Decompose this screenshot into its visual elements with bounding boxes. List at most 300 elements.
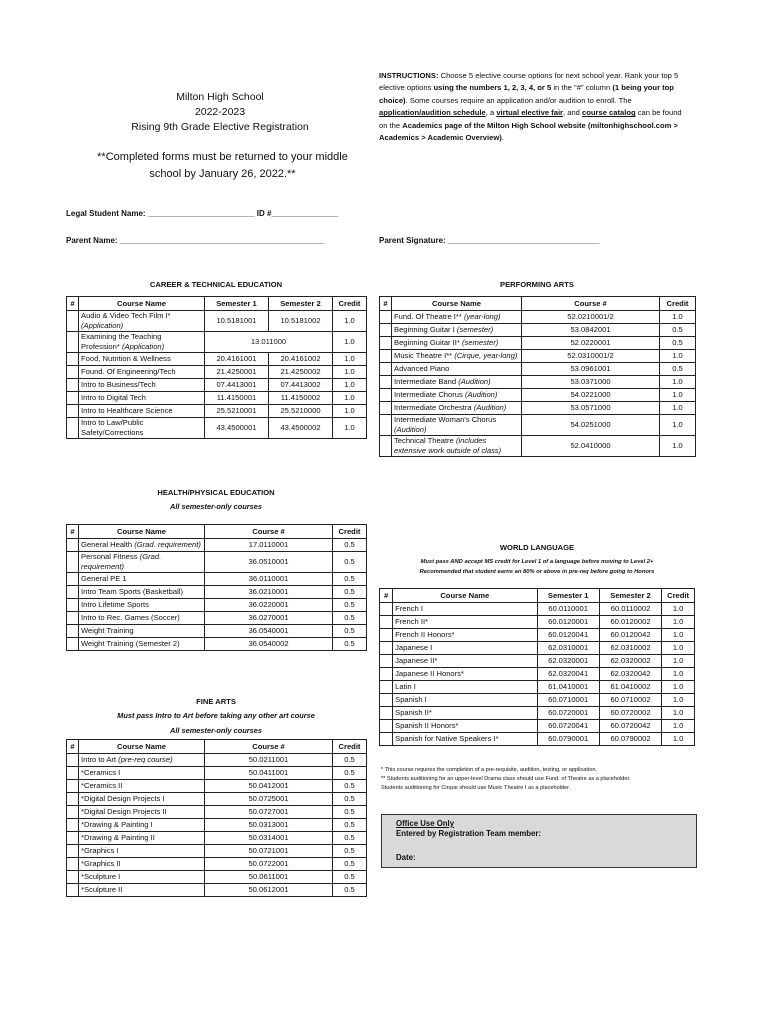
world-language-subtitle-2: Recommended that student earns an 80% or above in pre-req before going to Honors [419,569,655,575]
office-entered-by[interactable]: Entered by Registration Team member: [396,829,541,838]
rank-input[interactable] [380,616,393,629]
course-name: Intro to Rec. Games (Soccer) [79,612,205,625]
office-use-box [381,814,697,868]
course-number: 54.0221000 [522,389,660,402]
col-course-name: Course Name [79,297,205,311]
table-row [67,552,367,573]
rank-input[interactable] [67,539,79,552]
course-name: Fund. Of Theatre I** (year-long) [392,311,522,324]
course-name: Found. Of Engineering/Tech [79,366,205,379]
health-table [66,524,367,651]
table-row [67,353,367,366]
semester-1-number: 60.0120041 [537,629,599,642]
credit-value: 1.0 [660,402,696,415]
office-date[interactable]: Date: [396,853,416,862]
course-name: *Graphics I [79,845,205,858]
table-row [67,819,367,832]
semester-2-number: 07.4413002 [269,379,333,392]
semester-1-number: 62.0320001 [537,655,599,668]
course-number: 52.0310001/2 [522,350,660,363]
credit-value: 1.0 [333,311,367,332]
col-credit: Credit [662,589,695,603]
credit-value: 1.0 [660,389,696,402]
credit-value: 1.0 [660,311,696,324]
course-name: *Graphics II [79,858,205,871]
semester-2-number: 62.0320002 [599,655,661,668]
semester-2-number: 61.0410002 [599,681,661,694]
col-semester-2: Semester 2 [269,297,333,311]
course-name: Japanese I [393,642,537,655]
col-credit: Credit [333,740,367,754]
header [100,90,340,135]
course-number: 52.0210001/2 [522,311,660,324]
course-number: 36.0540002 [205,638,333,651]
school-name: Milton High School [176,91,264,103]
table-row [380,311,696,324]
rank-input[interactable] [67,392,79,405]
col-course-name: Course Name [79,740,205,754]
course-number: 52.0220001 [522,337,660,350]
rank-input[interactable] [380,376,392,389]
table-row [67,332,367,353]
rank-input[interactable] [380,642,393,655]
table-row [380,402,696,415]
course-name: Spanish for Native Speakers I* [393,733,537,746]
semester-2-number: 60.0120042 [599,629,661,642]
course-number: 50.0211001 [205,754,333,767]
credit-value: 0.5 [660,324,696,337]
table-row [67,612,367,625]
credit-value: 1.0 [662,655,695,668]
footnote-2: ** Students auditioning for an upper-level Drama class should use Fund. of Theatre as a placeholder. [381,776,631,782]
school-year: 2022-2023 [194,106,246,118]
table-row [67,858,367,871]
col-course-number: Course # [205,740,333,754]
credit-value: 1.0 [662,694,695,707]
rank-input[interactable] [67,819,79,832]
course-number: 36.0540001 [205,625,333,638]
semester-2-number: 60.0110002 [599,603,661,616]
rank-input[interactable] [67,625,79,638]
credit-value: 0.5 [333,612,367,625]
course-name: French II* [393,616,537,629]
course-number: 53.0371000 [522,376,660,389]
rank-input[interactable] [380,415,392,436]
col-course-number: Course # [522,297,660,311]
student-name-field[interactable]: Legal Student Name: ________________________ ID #_______________ [66,209,339,218]
parent-name-field[interactable]: Parent Name: ______________________________________________ [66,236,325,245]
col-semester-2: Semester 2 [599,589,661,603]
credit-value: 0.5 [333,845,367,858]
semester-1-number: 60.0710001 [537,694,599,707]
world-language-subtitle-1: Must pass AND accept MS credit for Level 1 of a language before moving to Level 2+ [420,559,654,565]
credit-value: 1.0 [662,616,695,629]
table-row [67,392,367,405]
col-rank: # [380,297,392,311]
semester-1-number: 43.4500001 [205,418,269,439]
course-name: Examining the Teaching Profession* (Application) [79,332,205,353]
course-name: Intermediate Orchestra (Audition) [392,402,522,415]
semester-2-number: 60.0790002 [599,733,661,746]
rank-input[interactable] [380,603,393,616]
table-row [67,884,367,897]
credit-value: 0.5 [333,552,367,573]
col-course-name: Course Name [392,297,522,311]
credit-value: 0.5 [333,858,367,871]
footnote-3: Students auditioning for Cirque should use Music Theatre I as a placeholder. [381,785,571,791]
credit-value: 0.5 [333,780,367,793]
course-number: 36.0220001 [205,599,333,612]
course-name: Technical Theatre (includes extensive work outside of class) [392,436,522,457]
col-semester-1: Semester 1 [537,589,599,603]
col-semester-1: Semester 1 [205,297,269,311]
semester-2-number: 43.4500002 [269,418,333,439]
course-number: 53.0842001 [522,324,660,337]
credit-value: 1.0 [333,405,367,418]
course-number: 13.011000 [205,332,333,353]
rank-input[interactable] [380,694,393,707]
course-number: 50.0725001 [205,793,333,806]
col-credit: Credit [333,525,367,539]
credit-value: 1.0 [333,353,367,366]
deadline-note: **Completed forms must be returned to your middle school by January 26, 2022.** [97,151,348,180]
course-number: 36.0270001 [205,612,333,625]
fine-arts-title: FINE ARTS [196,697,236,706]
semester-2-number: 10.5181002 [269,311,333,332]
credit-value: 1.0 [662,681,695,694]
course-name: *Ceramics I [79,767,205,780]
table-row [380,733,695,746]
course-name: Audio & Video Tech Film I* (Application) [79,311,205,332]
table-row [67,793,367,806]
course-number: 53.0571000 [522,402,660,415]
table-row [67,806,367,819]
course-name: Intro to Digital Tech [79,392,205,405]
rank-input[interactable] [380,350,392,363]
credit-value: 0.5 [333,754,367,767]
semester-1-number: 11.4150001 [205,392,269,405]
credit-value: 0.5 [660,337,696,350]
table-row [380,436,696,457]
semester-1-number: 21.4250001 [205,366,269,379]
credit-value: 0.5 [333,832,367,845]
col-course-name: Course Name [393,589,537,603]
footnotes [381,766,697,793]
rank-input[interactable] [67,638,79,651]
cte-table [66,296,367,439]
col-credit: Credit [333,297,367,311]
table-row [380,655,695,668]
fine-arts-table [66,739,367,897]
table-row [67,366,367,379]
table-row [67,780,367,793]
course-name: Intro Lifetime Sports [79,599,205,612]
rank-input[interactable] [67,311,79,332]
application-schedule-link[interactable]: application/audition schedule [379,108,486,118]
table-row [67,379,367,392]
course-name: Japanese II Honors* [393,668,537,681]
course-number: 53.0961001 [522,363,660,376]
semester-1-number: 60.0110001 [537,603,599,616]
course-name: Intermediate Woman's Chorus (Audition) [392,415,522,436]
table-row [380,707,695,720]
rank-input[interactable] [67,845,79,858]
col-rank: # [67,740,79,754]
course-name: Intro Team Sports (Basketball) [79,586,205,599]
course-number: 50.0721001 [205,845,333,858]
course-number: 36.0510001 [205,552,333,573]
semester-1-number: 60.0720041 [537,720,599,733]
semester-2-number: 21.4250002 [269,366,333,379]
semester-2-number: 20.4161002 [269,353,333,366]
col-rank: # [67,525,79,539]
course-name: Intro to Business/Tech [79,379,205,392]
parent-signature-field[interactable]: Parent Signature: __________________________________ [379,236,600,245]
credit-value: 1.0 [662,642,695,655]
table-row [380,694,695,707]
credit-value: 1.0 [662,629,695,642]
rank-input[interactable] [67,754,79,767]
rank-input[interactable] [67,832,79,845]
semester-2-number: 62.0310002 [599,642,661,655]
rank-input[interactable] [380,436,392,457]
course-number: 54.0251000 [522,415,660,436]
course-number: 50.0611001 [205,871,333,884]
course-name: Japanese II* [393,655,537,668]
credit-value: 0.5 [660,363,696,376]
course-name: Advanced Piano [392,363,522,376]
rank-input[interactable] [67,353,79,366]
world-language-title: WORLD LANGUAGE [499,543,575,552]
course-name: Weight Training [79,625,205,638]
course-number: 36.0110001 [205,573,333,586]
rank-input[interactable] [380,733,393,746]
credit-value: 0.5 [333,625,367,638]
credit-value: 1.0 [333,418,367,439]
course-name: *Sculpture I [79,871,205,884]
credit-value: 0.5 [333,767,367,780]
rank-input[interactable] [380,720,393,733]
table-row [67,599,367,612]
credit-value: 0.5 [333,871,367,884]
credit-value: 0.5 [333,573,367,586]
rank-input[interactable] [380,324,392,337]
course-name: Beginning Guitar II* (semester) [392,337,522,350]
col-rank: # [67,297,79,311]
credit-value: 1.0 [660,376,696,389]
course-name: Weight Training (Semester 2) [79,638,205,651]
course-name: Latin I [393,681,537,694]
rank-input[interactable] [67,884,79,897]
credit-value: 0.5 [333,819,367,832]
col-course-name: Course Name [79,525,205,539]
course-name: Personal Fitness (Grad. requirement) [79,552,205,573]
rank-input[interactable] [67,366,79,379]
table-row [380,415,696,436]
course-number: 50.0412001 [205,780,333,793]
credit-value: 1.0 [662,707,695,720]
course-name: *Drawing & Painting II [79,832,205,845]
course-name: Spanish II Honors* [393,720,537,733]
health-subtitle: All semester-only courses [169,502,262,511]
instructions: INSTRUCTIONS: Choose 5 elective course options for next school year. Rank your top 5 elective options using the numbers 1, 2, 3, 4, or 5 in the "#" column (1 being your top choice). Some courses require an application and/or audition to enroll. The application/audition schedule, a virtual elective fair, and course catalog can be found on the Academics page of the Milton High School website (miltonhighschool.com > Academics > Academic Overview). [379,71,682,143]
rank-input[interactable] [380,629,393,642]
credit-value: 0.5 [333,539,367,552]
course-name: Beginning Guitar I (semester) [392,324,522,337]
credit-value: 1.0 [660,350,696,363]
table-row [380,720,695,733]
semester-2-number: 60.0710002 [599,694,661,707]
rank-input[interactable] [67,780,79,793]
course-number: 50.0411001 [205,767,333,780]
rank-input[interactable] [67,793,79,806]
semester-2-number: 60.0720002 [599,707,661,720]
credit-value: 0.5 [333,599,367,612]
rank-input[interactable] [380,363,392,376]
course-number: 36.0210001 [205,586,333,599]
credit-value: 1.0 [333,366,367,379]
course-number: 17.0110001 [205,539,333,552]
semester-2-number: 60.0120002 [599,616,661,629]
rank-input[interactable] [67,379,79,392]
virtual-fair-link[interactable]: virtual elective fair [496,108,564,118]
semester-1-number: 10.5181001 [205,311,269,332]
fine-arts-subtitle-2: All semester-only courses [169,726,262,735]
rank-input[interactable] [380,668,393,681]
course-name: Intro to Law/Public Safety/Corrections [79,418,205,439]
table-row [67,405,367,418]
world-language-table [379,588,695,746]
table-row [67,871,367,884]
course-name: Food, Nutrition & Wellness [79,353,205,366]
course-number: 52.0410000 [522,436,660,457]
cte-title: CAREER & TECHNICAL EDUCATION [149,280,283,289]
course-catalog-link[interactable]: course catalog [582,108,636,118]
rank-input[interactable] [67,871,79,884]
rank-input[interactable] [380,337,392,350]
semester-1-number: 60.0720001 [537,707,599,720]
table-row [380,324,696,337]
credit-value: 1.0 [662,720,695,733]
course-name: General Health (Grad. requirement) [79,539,205,552]
table-row [380,668,695,681]
credit-value: 1.0 [662,668,695,681]
table-row [380,389,696,402]
course-name: French I [393,603,537,616]
table-row [380,337,696,350]
rank-input[interactable] [380,707,393,720]
rank-input[interactable] [67,858,79,871]
course-number: 50.0727001 [205,806,333,819]
table-row [67,767,367,780]
rank-input[interactable] [67,612,79,625]
rank-input[interactable] [380,402,392,415]
course-name: *Ceramics II [79,780,205,793]
credit-value: 1.0 [660,415,696,436]
rank-input[interactable] [67,332,79,353]
credit-value: 0.5 [333,793,367,806]
semester-2-number: 62.0320042 [599,668,661,681]
rank-input[interactable] [67,586,79,599]
credit-value: 0.5 [333,586,367,599]
office-use-title: Office Use Only [396,819,455,828]
course-number: 50.0722001 [205,858,333,871]
table-row [67,638,367,651]
course-name: *Digital Design Projects I [79,793,205,806]
course-name: *Digital Design Projects II [79,806,205,819]
fine-arts-subtitle-1: Must pass Intro to Art before taking any other art course [117,711,315,720]
course-name: Intermediate Chorus (Audition) [392,389,522,402]
col-credit: Credit [660,297,696,311]
rank-input[interactable] [67,573,79,586]
semester-1-number: 61.0410001 [537,681,599,694]
semester-1-number: 25.5210001 [205,405,269,418]
semester-2-number: 60.0720042 [599,720,661,733]
col-rank: # [380,589,393,603]
rank-input[interactable] [380,681,393,694]
table-row [67,418,367,439]
rank-input[interactable] [67,418,79,439]
course-name: General PE 1 [79,573,205,586]
course-name: Music Theatre I** (Cirque, year-long) [392,350,522,363]
table-row [380,629,695,642]
semester-2-number: 25.5210000 [269,405,333,418]
credit-value: 0.5 [333,884,367,897]
footnote-1: * This course requires the completion of a pre-requisite, audition, testing, or application. [381,767,597,773]
rank-input[interactable] [380,655,393,668]
table-row [380,616,695,629]
table-row [380,681,695,694]
rank-input[interactable] [67,552,79,573]
table-row [67,586,367,599]
semester-2-number: 11.4150002 [269,392,333,405]
table-row [380,376,696,389]
performing-arts-title: PERFORMING ARTS [500,280,574,289]
rank-input[interactable] [67,405,79,418]
course-name: Intro to Healthcare Science [79,405,205,418]
rank-input[interactable] [380,311,392,324]
rank-input[interactable] [67,767,79,780]
course-name: *Drawing & Painting I [79,819,205,832]
semester-1-number: 07.4413001 [205,379,269,392]
col-course-number: Course # [205,525,333,539]
credit-value: 1.0 [662,733,695,746]
credit-value: 1.0 [662,603,695,616]
rank-input[interactable] [67,806,79,819]
table-row [380,642,695,655]
credit-value: 0.5 [333,638,367,651]
table-row [67,754,367,767]
table-row [67,845,367,858]
credit-value: 0.5 [333,806,367,819]
course-number: 50.0314001 [205,832,333,845]
credit-value: 1.0 [333,379,367,392]
table-row [380,603,695,616]
rank-input[interactable] [67,599,79,612]
course-name: Spanish I [393,694,537,707]
course-name: Intro to Art (pre-req course) [79,754,205,767]
credit-value: 1.0 [660,436,696,457]
course-name: French II Honors* [393,629,537,642]
form-title: Rising 9th Grade Elective Registration [131,121,309,133]
course-number: 50.0612001 [205,884,333,897]
semester-1-number: 60.0790001 [537,733,599,746]
semester-1-number: 62.0320041 [537,668,599,681]
rank-input[interactable] [380,389,392,402]
table-row [67,539,367,552]
table-row [380,363,696,376]
semester-1-number: 60.0120001 [537,616,599,629]
